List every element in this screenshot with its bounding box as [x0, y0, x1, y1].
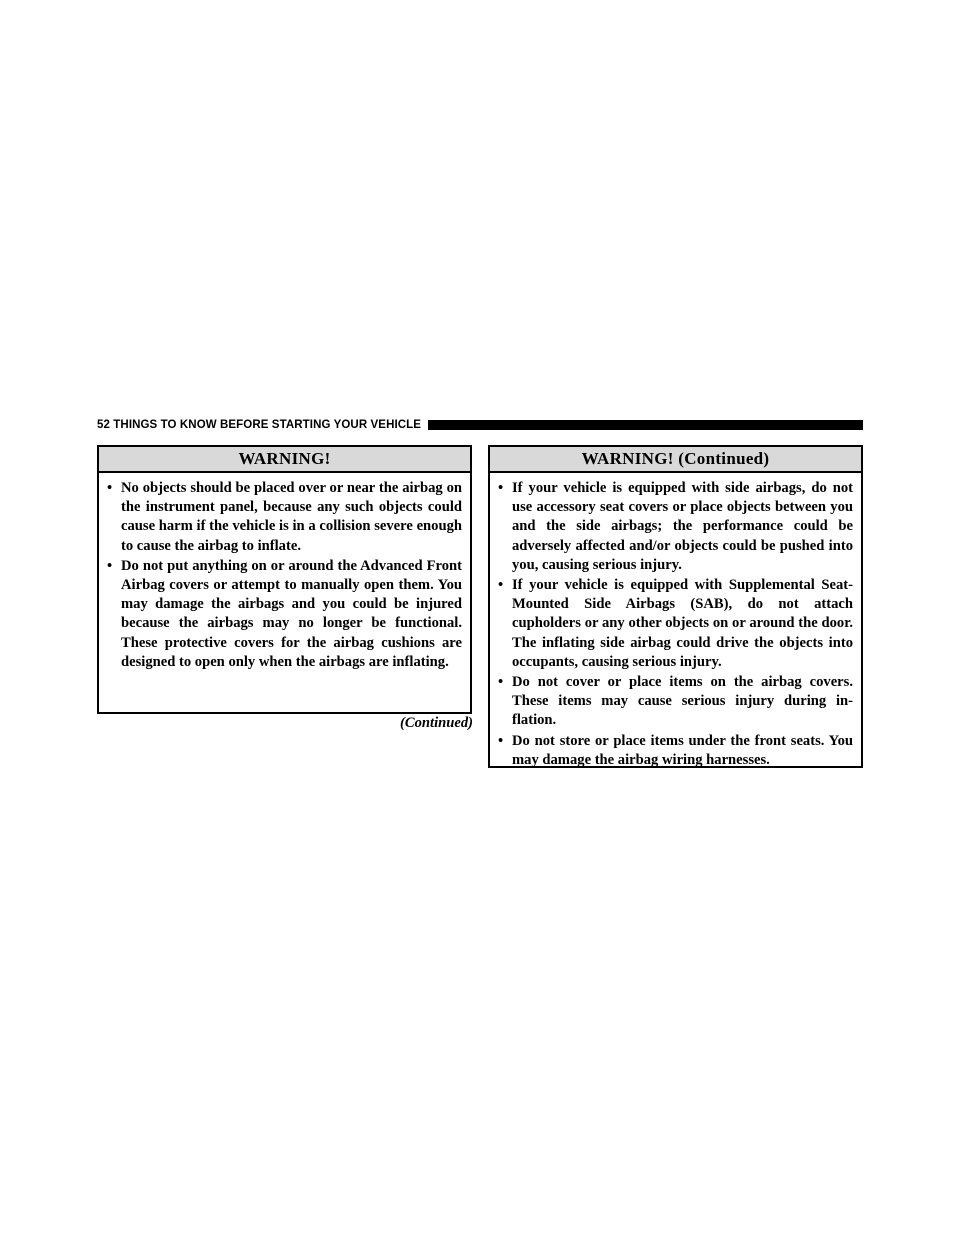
warning-item — [106, 479, 462, 556]
warning-item-text: Do not store or place items under the front seats. You may damage the airbag wiring harnesses. — [512, 732, 853, 768]
header-rule — [428, 420, 863, 430]
warning-box-right — [488, 445, 863, 768]
warning-list — [99, 473, 470, 672]
warning-item-text: Do not put anything on or around the Advanced Front Airbag covers or attempt to manually open them. You may damage the airbags and you could be injured because the airbags may no longer be functional. These protective covers for the airbag cushions are designed to open only when the airbags are inflating. — [121, 557, 462, 670]
bullet-icon: • — [498, 480, 504, 496]
warning-title: WARNING! — [99, 447, 470, 473]
bullet-icon: • — [498, 577, 504, 594]
warning-item — [497, 673, 853, 731]
warning-item-text: Do not cover or place items on the airbag covers. These items may cause serious injury during in-flation. — [512, 674, 853, 729]
continued-label: (Continued) — [400, 715, 473, 731]
warning-item — [497, 732, 853, 770]
warning-title: WARNING! (Continued) — [490, 447, 861, 473]
bullet-icon: • — [107, 480, 113, 496]
bullet-icon: • — [498, 674, 504, 691]
warning-item-text: If your vehicle is equipped with Supplemental Seat-Mounted Side Airbags (SAB), do not attach cupholders or any other objects on or around the door. The inflating side airbag could drive the objects into occupants, causing serious injury. — [512, 577, 853, 670]
page-header-text: 52 THINGS TO KNOW BEFORE STARTING YOUR VEHICLE — [97, 419, 422, 431]
warning-item — [106, 557, 462, 672]
warning-box-left — [97, 445, 472, 714]
warning-item — [497, 479, 853, 575]
bullet-icon: • — [107, 557, 113, 574]
warning-list — [490, 473, 861, 770]
warning-item-text: If your vehicle is equipped with side airbags, do not use accessory seat covers or place objects between you and the side airbags; the performance could be adversely affected and/or objects could be pushed into you, causing serious injury. — [512, 480, 853, 573]
page-header — [97, 418, 863, 432]
warning-item — [497, 576, 853, 672]
bullet-icon: • — [498, 732, 504, 749]
warning-item-text: No objects should be placed over or near the airbag on the instrument panel, because any such objects could cause harm if the vehicle is in a collision severe enough to cause the airbag to inflate. — [121, 480, 462, 554]
